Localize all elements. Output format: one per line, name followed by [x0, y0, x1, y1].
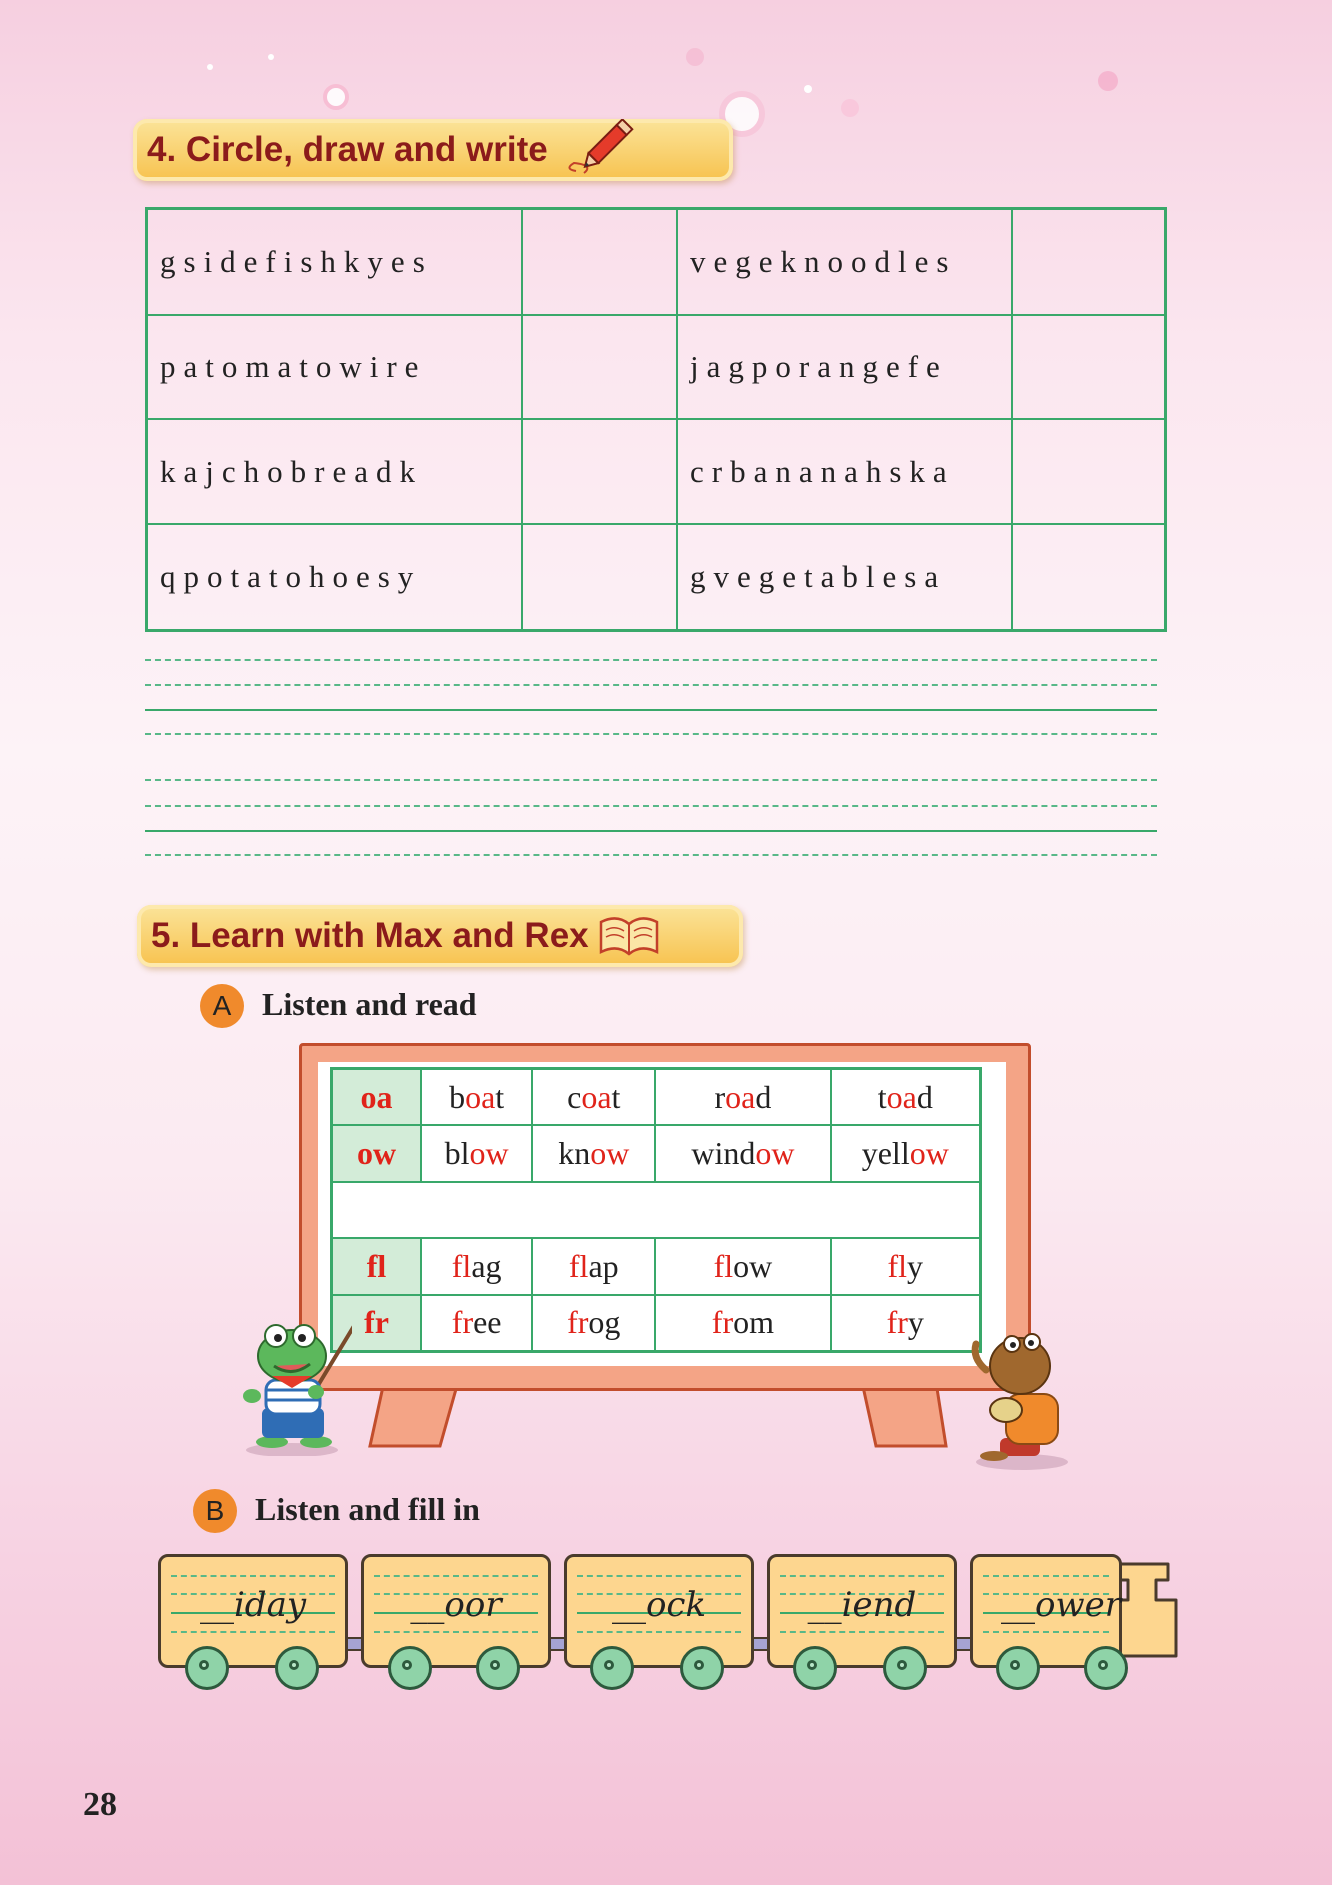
drawing-cell[interactable]	[1012, 524, 1166, 630]
part-b-label: Listen and fill in	[255, 1491, 480, 1527]
train-wagon[interactable]	[767, 1554, 957, 1668]
drawing-cell[interactable]	[1012, 209, 1166, 315]
phonics-word: flag	[421, 1238, 532, 1295]
table-row	[332, 1238, 981, 1295]
phonics-table	[330, 1067, 982, 1353]
train-wagon[interactable]	[361, 1554, 551, 1668]
fill-in-word: __iend	[807, 1585, 917, 1625]
phonics-word: coat	[532, 1069, 655, 1126]
drawing-cell[interactable]	[522, 209, 677, 315]
drawing-cell[interactable]	[522, 419, 677, 524]
phonics-word: flap	[532, 1238, 655, 1295]
phonics-word: from	[655, 1295, 830, 1352]
letter-string: gvegetablesa	[677, 524, 1012, 630]
section-5-title: 5. Learn with Max and Rex	[151, 916, 589, 955]
wheel	[996, 1646, 1040, 1690]
train-wagon[interactable]	[564, 1554, 754, 1668]
phonics-word: frog	[532, 1295, 655, 1352]
table-row-blank	[332, 1182, 981, 1239]
drawing-cell[interactable]	[1012, 315, 1166, 420]
part-b-badge: B	[193, 1489, 237, 1533]
letter-string: gsidefishkyes	[147, 209, 523, 315]
part-a-badge: A	[200, 984, 244, 1028]
phonics-word: toad	[831, 1069, 981, 1126]
wheel	[185, 1646, 229, 1690]
phonics-word: flow	[655, 1238, 830, 1295]
fill-in-word: __oor	[410, 1585, 502, 1625]
wheel	[590, 1646, 634, 1690]
drawing-cell[interactable]	[1012, 419, 1166, 524]
phonics-word: know	[532, 1125, 655, 1182]
letter-string: vegeknoodles	[677, 209, 1012, 315]
letter-string: jagporangefe	[677, 315, 1012, 420]
table-row	[147, 419, 1166, 524]
drawing-cell[interactable]	[522, 524, 677, 630]
section-5-banner	[137, 905, 743, 967]
table-row	[147, 209, 1166, 315]
letter-string: crbananahska	[677, 419, 1012, 524]
toad-character	[966, 1330, 1076, 1470]
phonics-word: window	[655, 1125, 830, 1182]
wheel	[883, 1646, 927, 1690]
phonics-word: free	[421, 1295, 532, 1352]
section-4-banner	[133, 119, 733, 181]
page-number: 28	[83, 1786, 117, 1823]
word-search-table	[145, 207, 1167, 632]
drawing-cell[interactable]	[522, 315, 677, 420]
phonics-word: yellow	[831, 1125, 981, 1182]
phonics-key: ow	[332, 1125, 422, 1182]
fill-in-word: __ower	[1001, 1585, 1121, 1625]
letter-string: kajchobreadk	[147, 419, 523, 524]
table-row	[332, 1295, 981, 1352]
letter-string: qpotatohoesy	[147, 524, 523, 630]
frog-character	[232, 1316, 352, 1456]
wheel	[275, 1646, 319, 1690]
phonics-word: fly	[831, 1238, 981, 1295]
wheel	[388, 1646, 432, 1690]
phonics-word: blow	[421, 1125, 532, 1182]
table-row	[147, 315, 1166, 420]
phonics-word: fry	[831, 1295, 981, 1352]
fill-in-word: __iday	[199, 1585, 307, 1625]
book-icon	[595, 908, 665, 964]
phonics-key: fr	[332, 1295, 422, 1352]
pencil-icon	[554, 119, 644, 181]
wheel	[793, 1646, 837, 1690]
wheel	[476, 1646, 520, 1690]
section-4-title: 4. Circle, draw and write	[147, 130, 548, 169]
table-row	[147, 524, 1166, 630]
blank-row	[332, 1182, 981, 1239]
part-a-label: Listen and read	[262, 986, 477, 1022]
wheel	[680, 1646, 724, 1690]
phonics-key: oa	[332, 1069, 422, 1126]
phonics-word: road	[655, 1069, 830, 1126]
phonics-key: fl	[332, 1238, 422, 1295]
fill-in-word: __ock	[611, 1585, 707, 1625]
table-row	[332, 1069, 981, 1126]
phonics-word: boat	[421, 1069, 532, 1126]
train-wagon[interactable]	[158, 1554, 348, 1668]
wheel	[1084, 1646, 1128, 1690]
letter-string: patomatowire	[147, 315, 523, 420]
table-row	[332, 1125, 981, 1182]
